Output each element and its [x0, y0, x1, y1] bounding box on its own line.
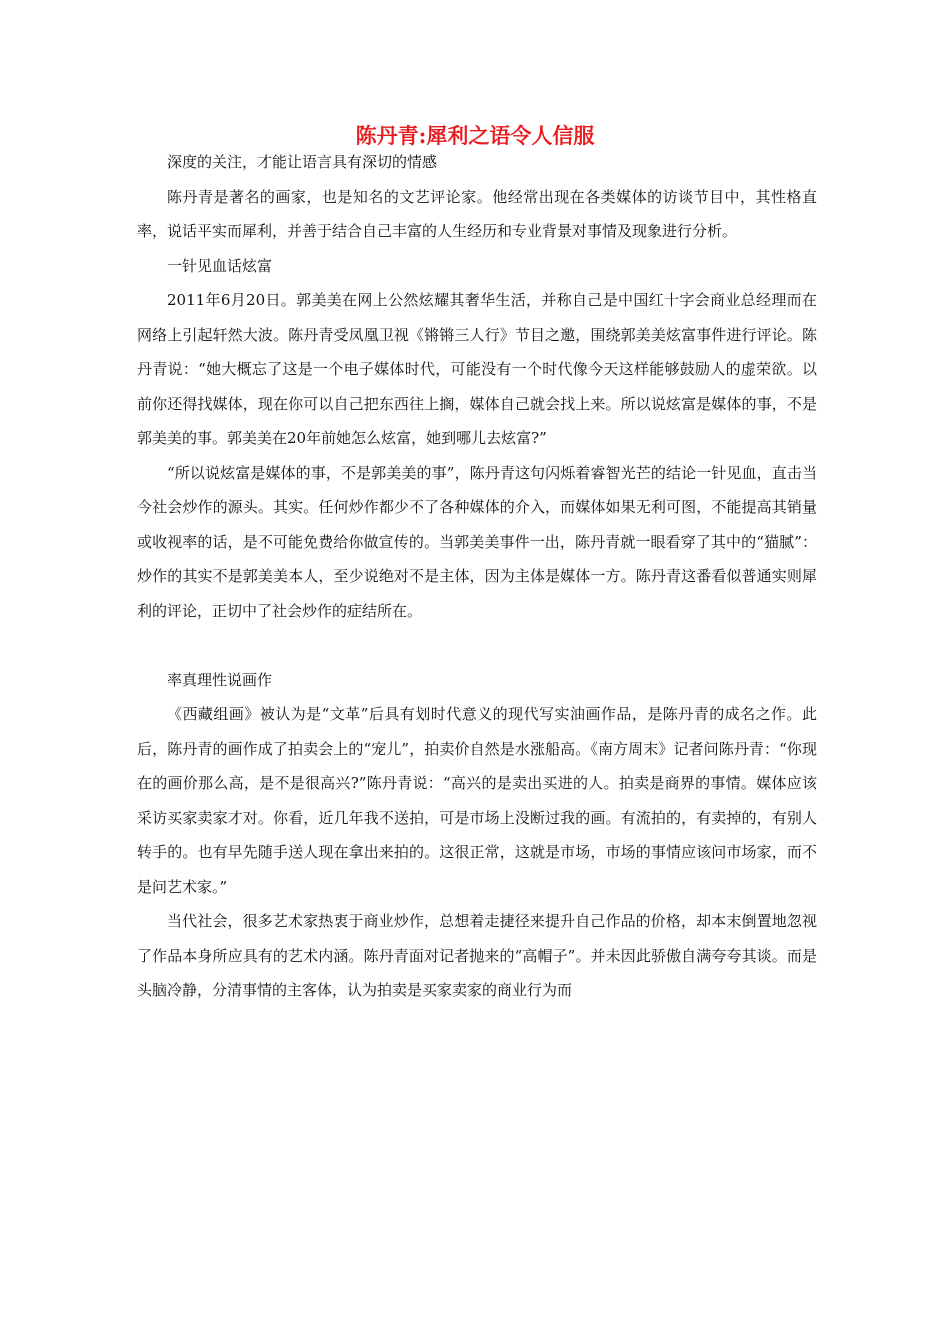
document-body	[137, 145, 817, 1008]
section-heading-wealth: 一针见血话炫富	[167, 256, 273, 275]
section-heading-paintings: 率真理性说画作	[167, 670, 273, 689]
body-paragraph: 当代社会，很多艺术家热衷于商业炒作，总想着走捷径来提升自己作品的价格，却本末倒置地忽视了作品本身所应具有的艺术内涵。陈丹青面对记者抛来的“高帽子”。并未因此骄傲自满夸夸其谈。而是头脑冷静，分清事情的主客体，认为拍卖是买家卖家的商业行为而	[137, 912, 817, 999]
body-paragraph: “所以说炫富是媒体的事，不是郭美美的事”，陈丹青这句闪烁着睿智光芒的结论一针见血，直击当今社会炒作的源头。其实。任何炒作都少不了各种媒体的介入，而媒体如果无利可图，不能提高其销量或收视率的话，是不可能免费给你做宣传的。当郭美美事件一出，陈丹青就一眼看穿了其中的“猫腻”：炒作的其实不是郭美美本人，至少说绝对不是主体，因为主体是媒体一方。陈丹青这番看似普通实则犀利的评论，正切中了社会炒作的症结所在。	[137, 463, 817, 620]
document-title: 陈丹青:犀利之语令人信服	[355, 123, 595, 148]
intro-paragraph: 陈丹青是著名的画家，也是知名的文艺评论家。他经常出现在各类媒体的访谈节目中，其性格直率，说话平实而犀利，并善于结合自己丰富的人生经历和专业背景对事情及现象进行分析。	[137, 187, 817, 240]
subtitle-paragraph: 深度的关注，才能让语言具有深切的情感	[167, 153, 438, 171]
body-paragraph: 2011年6月20日。郭美美在网上公然炫耀其奢华生活，并称自己是中国红十字会商业总经理而在网络上引起轩然大波。陈丹青受凤凰卫视《锵锵三人行》节目之邀，围绕郭美美炫富事件进行评论。陈丹青说：“她大概忘了这是一个电子媒体时代，可能没有一个时代像今天这样能够鼓励人的虚荣欲。以前你还得找媒体，现在你可以自己把东西往上搁，媒体自己就会找上来。所以说炫富是媒体的事，不是郭美美的事。郭美美在20年前她怎么炫富，她到哪儿去炫富?”	[137, 291, 817, 447]
body-paragraph: 《西藏组画》被认为是“文革”后具有划时代意义的现代写实油画作品，是陈丹青的成名之作。此后，陈丹青的画作成了拍卖会上的“宠儿”，拍卖价自然是水涨船高。《南方周末》记者问陈丹青：“你现在的画价那么高，是不是很高兴?”陈丹青说：“高兴的是卖出买进的人。拍卖是商界的事情。媒体应该采访买家卖家才对。你看，近几年我不送拍，可是市场上没断过我的画。有流拍的，有卖掉的，有别人转手的。也有早先随手送人现在拿出来拍的。这很正常，这就是市场，市场的事情应该问市场家，而不是问艺术家。”	[137, 705, 817, 896]
